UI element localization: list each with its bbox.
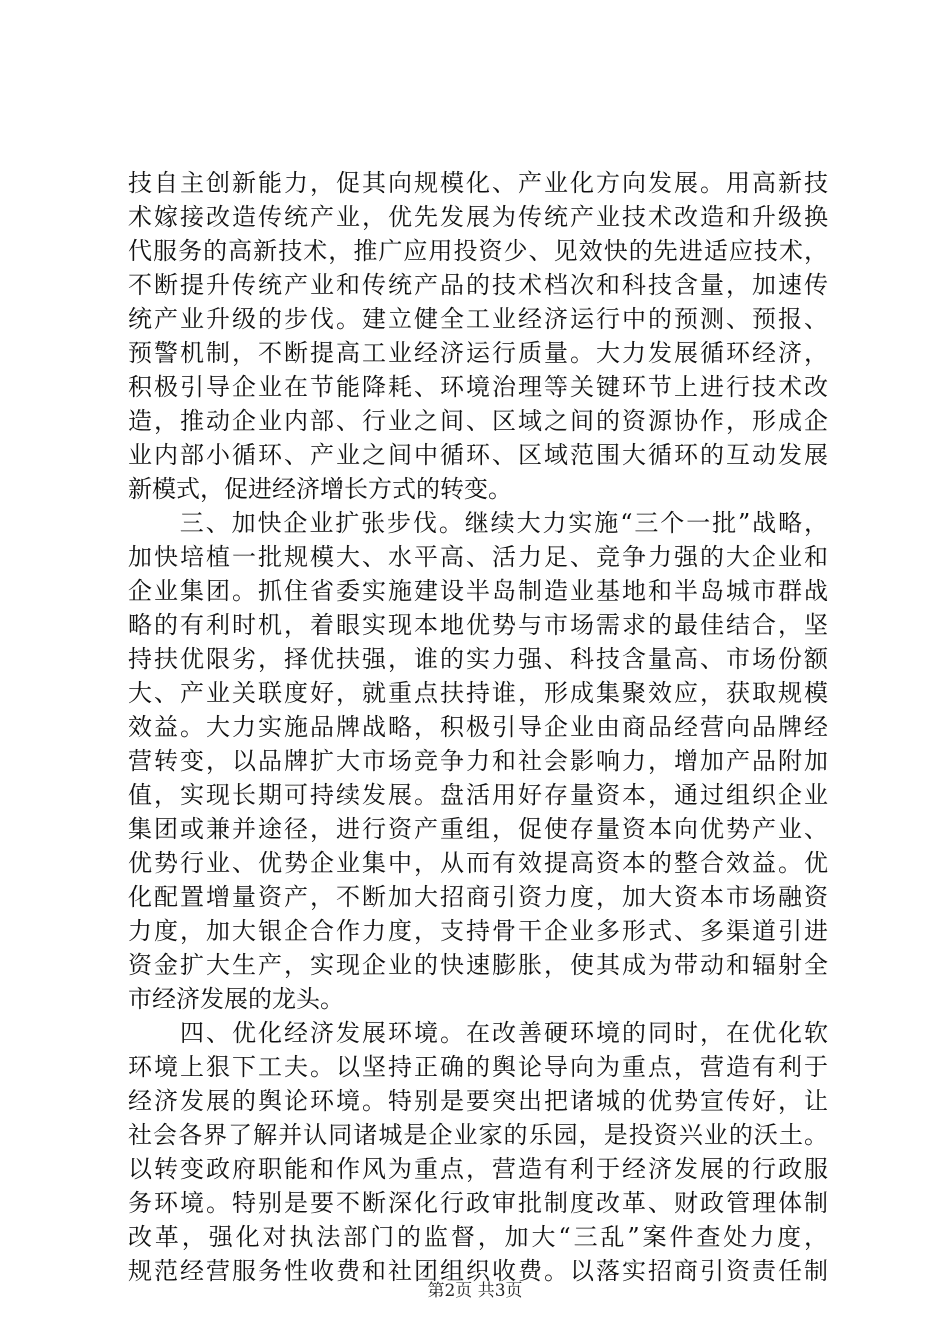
text-line: 造，推动企业内部、行业之间、区域之间的资源协作，形成企 — [128, 407, 828, 435]
text-line: 持扶优限劣，择优扶强，谁的实力强、科技含量高、市场份额 — [128, 645, 828, 673]
text-line: 不断提升传统产业和传统产品的技术档次和科技含量，加速传 — [128, 271, 828, 299]
text-line: 改革，强化对执法部门的监督，加大“三乱”案件查处力度， — [128, 1223, 828, 1251]
text-line: 优势行业、优势企业集中，从而有效提高资本的整合效益。优 — [128, 849, 828, 877]
text-line: 集团或兼并途径，进行资产重组，促使存量资本向优势产业、 — [128, 815, 828, 843]
text-line: 代服务的高新技术，推广应用投资少、见效快的先进适应技术， — [128, 237, 828, 265]
text-line: 加快培植一批规模大、水平高、活力足、竞争力强的大企业和 — [128, 543, 828, 571]
text-line: 统产业升级的步伐。建立健全工业经济运行中的预测、预报、 — [128, 305, 828, 333]
body-text — [128, 166, 828, 1288]
text-line: 环境上狠下工夫。以坚持正确的舆论导向为重点，营造有利于 — [128, 1053, 828, 1081]
text-line: 化配置增量资产，不断加大招商引资力度，加大资本市场融资 — [128, 883, 828, 911]
text-line: 值，实现长期可持续发展。盘活用好存量资本，通过组织企业 — [128, 781, 828, 809]
page-footer: 第2页 共3页 — [427, 1281, 523, 1301]
text-line: 务环境。特别是要不断深化行政审批制度改革、财政管理体制 — [128, 1189, 828, 1217]
text-line: 新模式，促进经济增长方式的转变。 — [128, 475, 512, 503]
text-line: 三、加快企业扩张步伐。继续大力实施“三个一批”战略， — [128, 509, 828, 537]
text-line: 以转变政府职能和作风为重点，营造有利于经济发展的行政服 — [128, 1155, 828, 1183]
text-line: 资金扩大生产，实现企业的快速膨胀，使其成为带动和辐射全 — [128, 951, 828, 979]
text-line: 业内部小循环、产业之间中循环、区域范围大循环的互动发展 — [128, 441, 828, 469]
text-line: 规范经营服务性收费和社团组织收费。以落实招商引资责任制 — [128, 1257, 828, 1285]
text-line: 技自主创新能力，促其向规模化、产业化方向发展。用高新技 — [128, 169, 828, 197]
text-line: 四、优化经济发展环境。在改善硬环境的同时，在优化软 — [128, 1019, 828, 1047]
text-line: 预警机制，不断提高工业经济运行质量。大力发展循环经济， — [128, 339, 828, 367]
text-line: 力度，加大银企合作力度，支持骨干企业多形式、多渠道引进 — [128, 917, 828, 945]
text-line: 市经济发展的龙头。 — [128, 985, 344, 1013]
text-line: 营转变，以品牌扩大市场竞争力和社会影响力，增加产品附加 — [128, 747, 828, 775]
text-line: 效益。大力实施品牌战略，积极引导企业由商品经营向品牌经 — [128, 713, 828, 741]
text-line: 略的有利时机，着眼实现本地优势与市场需求的最佳结合，坚 — [128, 611, 828, 639]
text-line: 经济发展的舆论环境。特别是要突出把诸城的优势宣传好，让 — [128, 1087, 828, 1115]
text-line: 社会各界了解并认同诸城是企业家的乐园，是投资兴业的沃土。 — [128, 1121, 828, 1149]
text-line: 大、产业关联度好，就重点扶持谁，形成集聚效应，获取规模 — [128, 679, 828, 707]
text-line: 企业集团。抓住省委实施建设半岛制造业基地和半岛城市群战 — [128, 577, 828, 605]
text-line: 积极引导企业在节能降耗、环境治理等关键环节上进行技术改 — [128, 373, 828, 401]
text-line: 术嫁接改造传统产业，优先发展为传统产业技术改造和升级换 — [128, 203, 828, 231]
